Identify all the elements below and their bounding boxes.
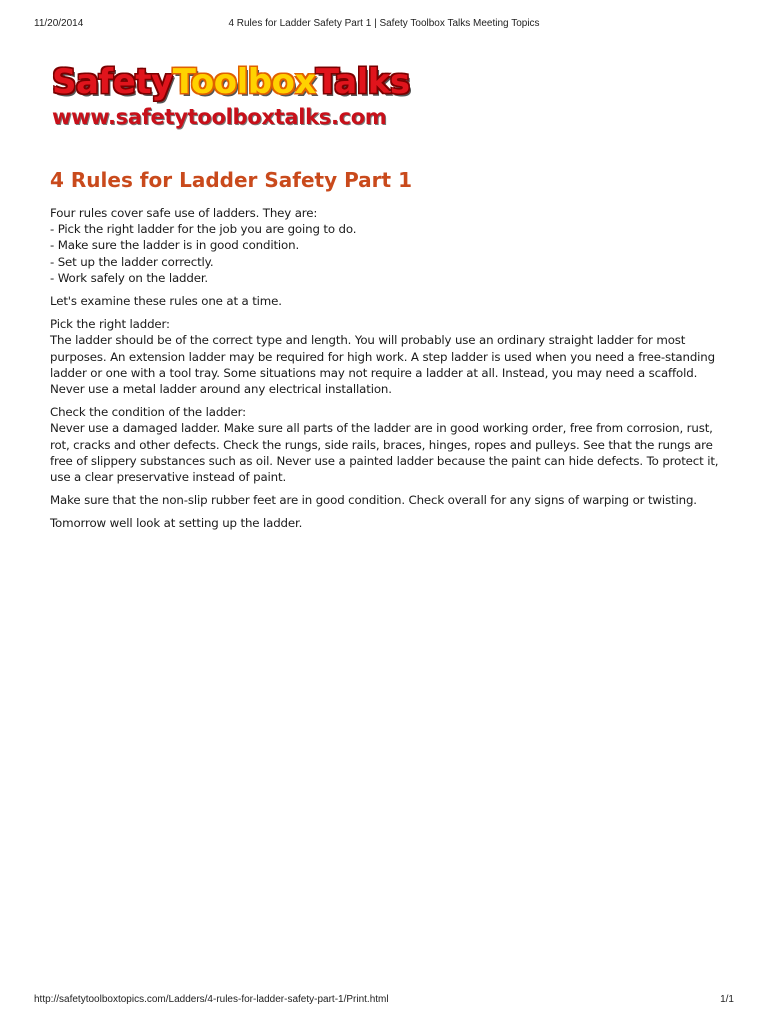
rule-item: - Work safely on the ladder. bbox=[50, 270, 209, 285]
logo-word-talks: Talks bbox=[315, 62, 410, 102]
article bbox=[50, 166, 730, 539]
examine-paragraph bbox=[50, 293, 730, 309]
tomorrow-paragraph bbox=[50, 515, 730, 531]
section-line: use a clear preservative instead of paint. bbox=[50, 470, 287, 485]
section-line: Never use a metal ladder around any electrical installation. bbox=[50, 382, 392, 397]
site-logo[interactable] bbox=[52, 62, 452, 130]
feet-paragraph bbox=[50, 492, 730, 508]
print-url: http://safetytoolboxtopics.com/Ladders/4-rules-for-ladder-safety-part-1/Print.html bbox=[34, 994, 389, 1005]
print-header bbox=[34, 18, 734, 32]
rule-item: - Pick the right ladder for the job you are going to do. bbox=[50, 222, 357, 237]
section-heading: Pick the right ladder: bbox=[50, 317, 170, 332]
section-line: rot, cracks and other defects. Check the rungs, side rails, braces, hinges, ropes and pulleys. See that the rungs are bbox=[50, 437, 713, 452]
section-line: free of slippery substances such as oil. Never use a painted ladder because the paint can hide defects. To protect it, bbox=[50, 453, 719, 468]
print-page-title: 4 Rules for Ladder Safety Part 1 | Safety Toolbox Talks Meeting Topics bbox=[228, 18, 540, 29]
print-footer bbox=[34, 994, 734, 1008]
examine-text: Let's examine these rules one at a time. bbox=[50, 294, 282, 309]
condition-section bbox=[50, 404, 730, 485]
intro-paragraph bbox=[50, 205, 730, 286]
section-line: ladder or one with a tool tray. Some situations may not require a ladder at all. Instead, you may need a scaffold. bbox=[50, 365, 698, 380]
pick-ladder-section bbox=[50, 316, 730, 397]
intro-lead: Four rules cover safe use of ladders. They are: bbox=[50, 206, 318, 220]
section-line: Never use a damaged ladder. Make sure all parts of the ladder are in good working order, free from corrosion, rust, bbox=[50, 421, 713, 436]
logo-word-toolbox: Toolbox bbox=[172, 62, 316, 102]
section-line: purposes. An extension ladder may be required for high work. A step ladder is used when you need a free-standing bbox=[50, 349, 715, 364]
rule-item: - Make sure the ladder is in good condition. bbox=[50, 238, 300, 253]
section-line: The ladder should be of the correct type and length. You will probably use an ordinary straight ladder for most bbox=[50, 333, 686, 348]
rule-item: - Set up the ladder correctly. bbox=[50, 254, 214, 269]
feet-text: Make sure that the non-slip rubber feet are in good condition. Check overall for any signs of warping or twisting. bbox=[50, 493, 697, 508]
logo-wordmark bbox=[52, 62, 452, 102]
logo-url: www.safetytoolboxtalks.com bbox=[52, 105, 387, 129]
section-heading: Check the condition of the ladder: bbox=[50, 405, 246, 420]
tomorrow-text: Tomorrow well look at setting up the ladder. bbox=[50, 516, 303, 531]
article-title: 4 Rules for Ladder Safety Part 1 bbox=[50, 168, 412, 192]
logo-word-safety: Safety bbox=[52, 62, 173, 102]
page-number: 1/1 bbox=[720, 994, 734, 1005]
print-date: 11/20/2014 bbox=[34, 18, 84, 29]
